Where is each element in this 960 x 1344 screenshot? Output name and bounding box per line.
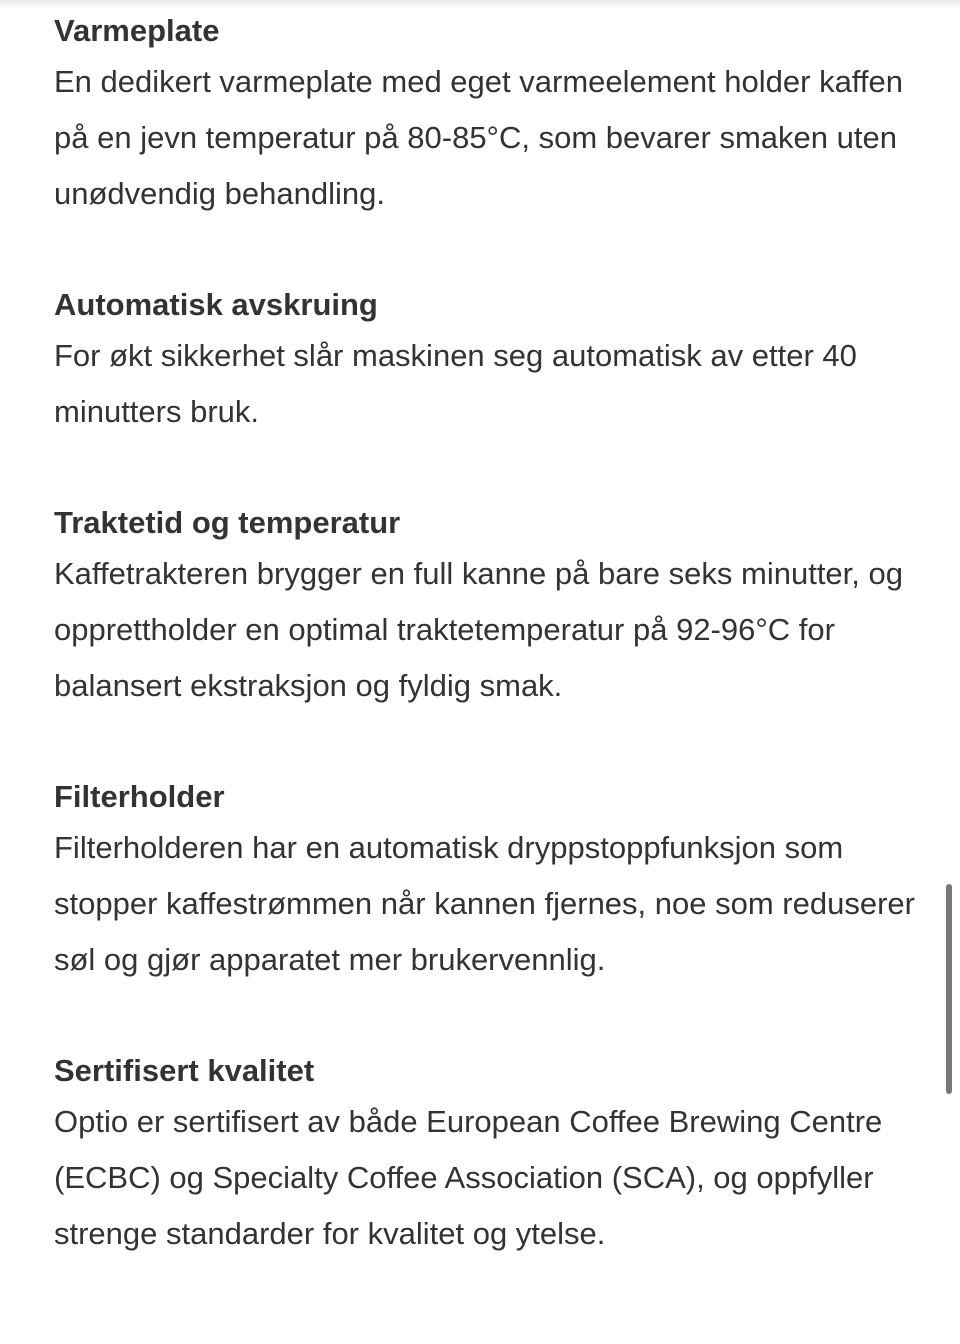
- section-automatisk-avskruing: [54, 274, 924, 440]
- section-varmeplate: [54, 0, 924, 222]
- section-body: Filterholderen har en automatisk dryppstoppfunksjon som stopper kaffestrømmen når kannen fjernes, noe som reduserer søl og gjør apparatet mer brukervennlig.: [54, 830, 915, 977]
- section-title: Filterholder: [54, 779, 225, 814]
- product-description: [54, 0, 924, 1262]
- scrollbar-thumb[interactable]: [946, 884, 952, 1094]
- section-body: For økt sikkerhet slår maskinen seg automatisk av etter 40 minutters bruk.: [54, 338, 857, 429]
- section-title: Sertifisert kvalitet: [54, 1053, 315, 1088]
- section-title: Automatisk avskruing: [54, 287, 378, 322]
- section-body: Optio er sertifisert av både European Coffee Brewing Centre (ECBC) og Specialty Coffee Association (SCA), og oppfyller strenge standarder for kvalitet og ytelse.: [54, 1104, 883, 1251]
- section-title: Varmeplate: [54, 13, 220, 48]
- section-body: Kaffetrakteren brygger en full kanne på bare seks minutter, og opprettholder en optimal traktetemperatur på 92-96°C for balansert ekstraksjon og fyldig smak.: [54, 556, 903, 703]
- section-traktetid-og-temperatur: [54, 492, 924, 714]
- section-body: En dedikert varmeplate med eget varmeelement holder kaffen på en jevn temperatur på 80-85°C, som bevarer smaken uten unødvendig behandling.: [54, 64, 903, 211]
- section-filterholder: [54, 766, 924, 988]
- section-title: Traktetid og temperatur: [54, 505, 401, 540]
- section-sertifisert-kvalitet: [54, 1040, 924, 1262]
